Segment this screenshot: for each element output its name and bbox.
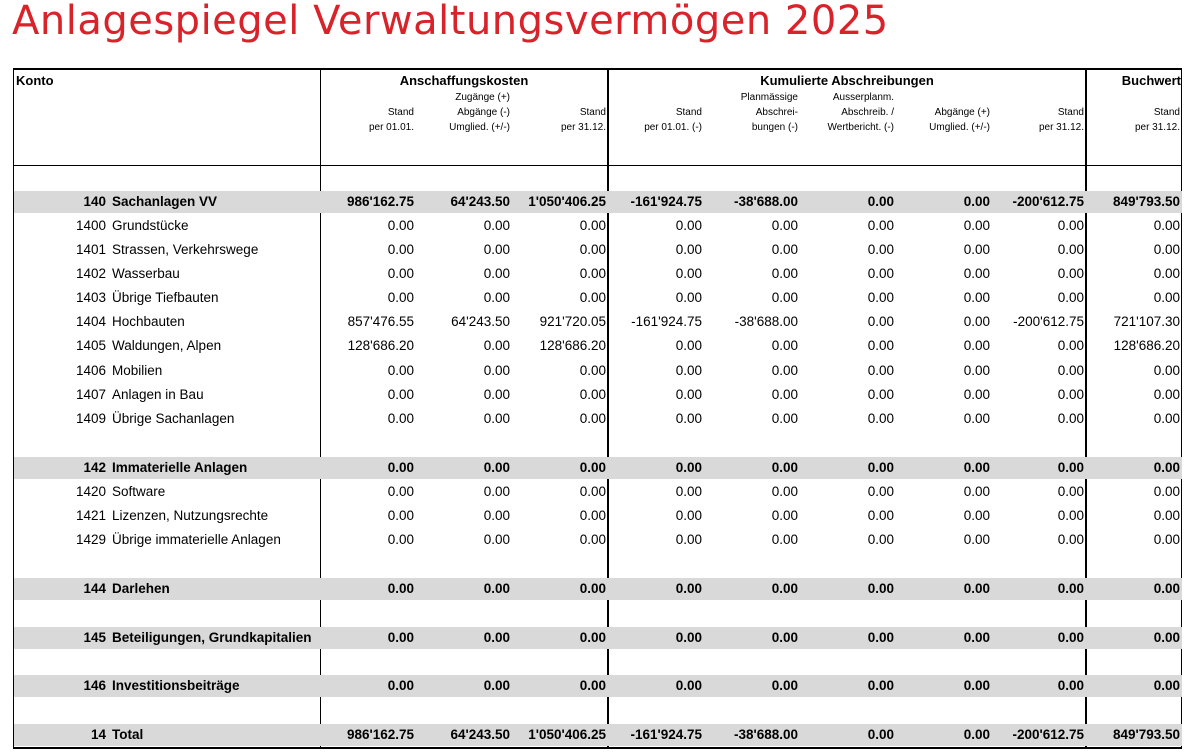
value-cell: 0.00	[675, 218, 702, 233]
value-cell: 0.00	[387, 532, 414, 547]
value-cell: 0.00	[867, 727, 894, 742]
column-header-4: Stand per 01.01. (-)	[644, 107, 702, 133]
account-code: 1401	[75, 242, 106, 257]
value-cell: 0.00	[579, 363, 606, 378]
value-cell: 0.00	[675, 630, 702, 645]
value-cell: 0.00	[579, 460, 606, 475]
account-name: Sachanlagen VV	[112, 194, 218, 209]
value-cell: 0.00	[963, 314, 990, 329]
account-code: 1400	[75, 218, 106, 233]
value-cell: -161'924.75	[630, 194, 702, 209]
account-code: 142	[83, 460, 106, 475]
value-cell: 0.00	[867, 581, 894, 596]
account-name: Darlehen	[112, 581, 170, 596]
value-cell: 0.00	[1153, 266, 1180, 281]
table-top-border	[13, 68, 1182, 70]
value-cell: 0.00	[771, 411, 798, 426]
value-cell: 1'050'406.25	[528, 727, 606, 742]
value-cell: 0.00	[1153, 411, 1180, 426]
value-cell: 0.00	[963, 387, 990, 402]
value-cell: 0.00	[1057, 460, 1084, 475]
value-cell: 0.00	[483, 290, 510, 305]
account-code: 1402	[75, 266, 106, 281]
value-cell: -38'688.00	[733, 727, 798, 742]
value-cell: 0.00	[963, 508, 990, 523]
value-cell: 0.00	[579, 266, 606, 281]
value-cell: 0.00	[771, 484, 798, 499]
buchwert-header: Buchwert	[1121, 73, 1181, 88]
value-cell: 0.00	[867, 484, 894, 499]
value-cell: 0.00	[867, 532, 894, 547]
account-name: Waldungen, Alpen	[112, 338, 222, 353]
account-code: 1403	[75, 290, 106, 305]
value-cell: 0.00	[675, 508, 702, 523]
account-name: Total	[112, 727, 144, 742]
account-name: Grundstücke	[112, 218, 189, 233]
value-cell: 64'243.50	[451, 314, 510, 329]
value-cell: 0.00	[675, 387, 702, 402]
value-cell: -200'612.75	[1012, 727, 1084, 742]
value-cell: 0.00	[963, 363, 990, 378]
account-code: 1407	[75, 387, 106, 402]
value-cell: 0.00	[387, 508, 414, 523]
value-cell: 0.00	[1153, 290, 1180, 305]
value-cell: 849'793.50	[1112, 727, 1180, 742]
value-cell: -38'688.00	[733, 194, 798, 209]
value-cell: 0.00	[675, 242, 702, 257]
column-header-1: Stand per 01.01.	[368, 107, 414, 133]
value-cell: 0.00	[675, 484, 702, 499]
column-header-8: Stand per 31.12.	[1038, 107, 1084, 133]
value-cell: 0.00	[387, 363, 414, 378]
value-cell: 0.00	[675, 678, 702, 693]
value-cell: 0.00	[483, 508, 510, 523]
value-cell: 0.00	[387, 484, 414, 499]
account-code: 1421	[75, 508, 106, 523]
value-cell: 0.00	[675, 266, 702, 281]
account-name: Beteiligungen, Grundkapitalien	[112, 630, 312, 645]
value-cell: 0.00	[483, 411, 510, 426]
value-cell: 128'686.20	[1113, 338, 1180, 353]
value-cell: 0.00	[1057, 581, 1084, 596]
value-cell: -161'924.75	[631, 314, 702, 329]
value-cell: 0.00	[867, 338, 894, 353]
value-cell: 1'050'406.25	[528, 194, 606, 209]
value-cell: 0.00	[867, 387, 894, 402]
account-name: Mobilien	[112, 363, 163, 378]
value-cell: 0.00	[675, 460, 702, 475]
value-cell: 0.00	[483, 581, 510, 596]
value-cell: 0.00	[867, 460, 894, 475]
column-header-2: Zugänge (+) Abgänge (-) Umglied. (+/-)	[449, 92, 510, 133]
value-cell: 0.00	[1153, 508, 1180, 523]
account-code: 1406	[75, 363, 106, 378]
value-cell: 0.00	[387, 678, 414, 693]
value-cell: 0.00	[963, 630, 990, 645]
value-cell: 0.00	[771, 532, 798, 547]
value-cell: 0.00	[1057, 242, 1084, 257]
value-cell: 0.00	[579, 218, 606, 233]
value-cell: 0.00	[387, 411, 414, 426]
value-cell: 0.00	[867, 290, 894, 305]
value-cell: -200'612.75	[1012, 194, 1084, 209]
account-name: Strassen, Verkehrswege	[112, 242, 259, 257]
value-cell: 986'162.75	[346, 727, 414, 742]
value-cell: 0.00	[771, 581, 798, 596]
value-cell: 0.00	[867, 218, 894, 233]
value-cell: 0.00	[483, 338, 510, 353]
value-cell: 986'162.75	[346, 194, 414, 209]
value-cell: 0.00	[387, 581, 414, 596]
value-cell: 0.00	[963, 581, 990, 596]
value-cell: 0.00	[579, 581, 606, 596]
value-cell: 0.00	[483, 387, 510, 402]
value-cell: 0.00	[579, 678, 606, 693]
account-code: 1404	[75, 314, 106, 329]
header-bottom-border	[13, 165, 1182, 166]
value-cell: 0.00	[1153, 363, 1180, 378]
value-cell: 0.00	[1057, 363, 1084, 378]
value-cell: 0.00	[771, 460, 798, 475]
value-cell: 0.00	[963, 460, 990, 475]
value-cell: 0.00	[1057, 532, 1084, 547]
value-cell: -161'924.75	[630, 727, 702, 742]
value-cell: 0.00	[483, 266, 510, 281]
value-cell: 0.00	[387, 387, 414, 402]
value-cell: 0.00	[675, 581, 702, 596]
account-name: Lizenzen, Nutzungsrechte	[112, 508, 269, 523]
value-cell: 0.00	[483, 460, 510, 475]
value-cell: 64'243.50	[450, 194, 510, 209]
value-cell: 0.00	[1153, 581, 1180, 596]
account-name: Immaterielle Anlagen	[112, 460, 248, 475]
account-code: 1409	[75, 411, 106, 426]
value-cell: 0.00	[963, 290, 990, 305]
account-name: Übrige Sachanlagen	[112, 411, 235, 426]
value-cell: 0.00	[387, 290, 414, 305]
value-cell: 0.00	[771, 218, 798, 233]
abschreibungen-header: Kumulierte Abschreibungen	[760, 73, 934, 88]
value-cell: 0.00	[963, 678, 990, 693]
account-name: Hochbauten	[112, 314, 185, 329]
value-cell: 0.00	[771, 630, 798, 645]
value-cell: 0.00	[867, 266, 894, 281]
value-cell: 0.00	[387, 218, 414, 233]
value-cell: 0.00	[963, 266, 990, 281]
value-cell: 0.00	[771, 508, 798, 523]
value-cell: 0.00	[387, 460, 414, 475]
column-header-6: Ausserplanm. Abschreib. / Wertbericht. (-)	[827, 92, 894, 133]
value-cell: 0.00	[1057, 508, 1084, 523]
value-cell: 0.00	[579, 387, 606, 402]
value-cell: 0.00	[483, 532, 510, 547]
value-cell: 0.00	[963, 194, 990, 209]
value-cell: 0.00	[963, 532, 990, 547]
value-cell: -38'688.00	[734, 314, 798, 329]
column-header-5: Planmässige Abschrei- bungen (-)	[740, 92, 798, 133]
anschaffungskosten-header: Anschaffungskosten	[399, 73, 529, 88]
value-cell: 0.00	[675, 411, 702, 426]
value-cell: 0.00	[1057, 678, 1084, 693]
column-header-9: Stand per 31.12.	[1134, 107, 1180, 133]
value-cell: 0.00	[867, 363, 894, 378]
value-cell: 0.00	[1057, 290, 1084, 305]
value-cell: 0.00	[579, 532, 606, 547]
value-cell: 0.00	[771, 363, 798, 378]
value-cell: 0.00	[675, 363, 702, 378]
value-cell: 0.00	[1153, 387, 1180, 402]
value-cell: 0.00	[1153, 218, 1180, 233]
value-cell: 0.00	[1153, 460, 1180, 475]
value-cell: 0.00	[1057, 630, 1084, 645]
value-cell: 128'686.20	[539, 338, 606, 353]
value-cell: 0.00	[1153, 630, 1180, 645]
value-cell: 0.00	[483, 363, 510, 378]
account-name: Übrige Tiefbauten	[112, 290, 219, 305]
value-cell: 0.00	[483, 630, 510, 645]
value-cell: 0.00	[1057, 387, 1084, 402]
value-cell: 0.00	[867, 194, 894, 209]
konto-header: Konto	[16, 73, 54, 88]
value-cell: 0.00	[867, 314, 894, 329]
value-cell: 849'793.50	[1112, 194, 1180, 209]
value-cell: 0.00	[867, 508, 894, 523]
value-cell: 128'686.20	[347, 338, 414, 353]
value-cell: 0.00	[771, 338, 798, 353]
value-cell: 0.00	[771, 290, 798, 305]
page-title: Anlagespiegel Verwaltungsvermögen 2025	[12, 0, 889, 44]
value-cell: 0.00	[771, 242, 798, 257]
value-cell: 0.00	[867, 678, 894, 693]
value-cell: 0.00	[1153, 242, 1180, 257]
value-cell: 0.00	[675, 290, 702, 305]
value-cell: 0.00	[771, 387, 798, 402]
value-cell: 0.00	[483, 484, 510, 499]
value-cell: 0.00	[579, 411, 606, 426]
value-cell: 0.00	[867, 411, 894, 426]
value-cell: 0.00	[579, 242, 606, 257]
value-cell: 0.00	[963, 242, 990, 257]
value-cell: 0.00	[963, 218, 990, 233]
account-name: Wasserbau	[112, 266, 180, 281]
account-code: 14	[90, 727, 106, 742]
value-cell: 0.00	[1057, 266, 1084, 281]
value-cell: 0.00	[867, 630, 894, 645]
column-header-3: Stand per 31.12.	[560, 107, 606, 133]
value-cell: 0.00	[579, 630, 606, 645]
value-cell: 0.00	[867, 242, 894, 257]
value-cell: 0.00	[387, 242, 414, 257]
account-code: 144	[83, 581, 106, 596]
table-bottom-border	[13, 747, 1182, 749]
value-cell: 0.00	[1057, 411, 1084, 426]
account-code: 145	[83, 630, 106, 645]
value-cell: 0.00	[1153, 532, 1180, 547]
account-name: Software	[112, 484, 166, 499]
value-cell: 0.00	[771, 678, 798, 693]
value-cell: 0.00	[579, 508, 606, 523]
account-code: 146	[83, 678, 106, 693]
value-cell: 64'243.50	[450, 727, 510, 742]
account-code: 1420	[75, 484, 106, 499]
value-cell: 0.00	[483, 218, 510, 233]
account-name: Investitionsbeiträge	[112, 678, 240, 693]
column-header-7: Abgänge (+) Umglied. (+/-)	[929, 107, 990, 133]
value-cell: 0.00	[675, 532, 702, 547]
account-name: Übrige immaterielle Anlagen	[112, 532, 281, 547]
value-cell: 721'107.30	[1113, 314, 1180, 329]
value-cell: 0.00	[387, 266, 414, 281]
account-code: 1429	[75, 532, 106, 547]
account-code: 140	[83, 194, 106, 209]
value-cell: 0.00	[1153, 678, 1180, 693]
value-cell: -200'612.75	[1013, 314, 1084, 329]
value-cell: 0.00	[387, 630, 414, 645]
value-cell: 921'720.05	[539, 314, 606, 329]
value-cell: 0.00	[1153, 484, 1180, 499]
value-cell: 0.00	[963, 411, 990, 426]
value-cell: 0.00	[963, 484, 990, 499]
account-name: Anlagen in Bau	[112, 387, 204, 402]
value-cell: 0.00	[771, 266, 798, 281]
value-cell: 0.00	[579, 484, 606, 499]
value-cell: 0.00	[1057, 218, 1084, 233]
account-code: 1405	[75, 338, 106, 353]
value-cell: 0.00	[675, 338, 702, 353]
value-cell: 0.00	[483, 242, 510, 257]
value-cell: 0.00	[579, 290, 606, 305]
value-cell: 0.00	[483, 678, 510, 693]
value-cell: 0.00	[963, 338, 990, 353]
value-cell: 0.00	[1057, 338, 1084, 353]
value-cell: 0.00	[1057, 484, 1084, 499]
value-cell: 857'476.55	[347, 314, 414, 329]
value-cell: 0.00	[963, 727, 990, 742]
